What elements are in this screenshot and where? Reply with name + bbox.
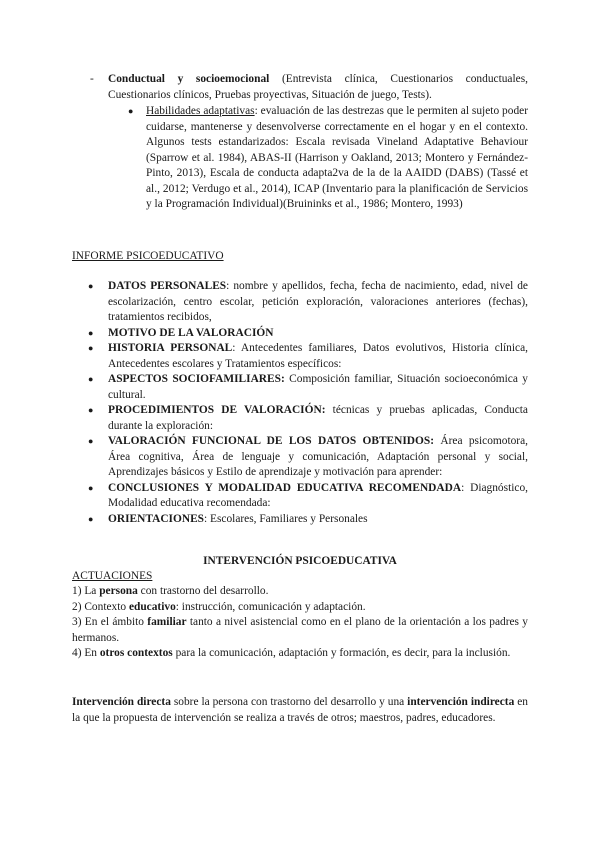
item-text: : Escolares, Familiares y Personales [204,512,368,525]
bullet-icon: ● [88,405,94,415]
item-bold-label: Conductual y socioemocional [108,73,270,85]
item-bold-label: MOTIVO DE LA VALORACIÓN [108,326,274,339]
section-heading-informe [72,249,224,264]
bullet-icon: ● [88,374,94,384]
para-text: sobre la persona con trastorno del desarrollo y una [170,696,408,708]
section-title-intervencion: INTERVENCIÓN PSICOEDUCATIVA [203,555,397,567]
line-bold: persona [99,585,138,597]
item-text: Composición familiar, Situación socioeconómica y cultural. [108,373,528,401]
line-text: para la comunicación, adaptación y formación, es decir, para la inclusión. [172,647,511,659]
list-item [88,481,528,512]
actuacion-line [72,646,528,662]
line-bold: otros contextos [99,647,173,659]
actuaciones-heading [72,569,152,585]
actuacion-line [72,615,528,646]
item-text: : nombre y apellidos, fecha, fecha de nacimiento, edad, nivel de escolarización, centro escolar, petición exploración, valoraciones anteriores (fechas), tratamientos recibidos, [108,280,528,323]
item-text: Área psicomotora, Área cognitiva, Área de lenguaje y comunicación, Adaptación personal y social, Aprendizajes básicos y Estilo de aprendizaje y motivación para aprender: [108,435,528,478]
actuacion-line [72,600,528,616]
line-text: 4) En [72,647,100,659]
list-item [88,341,528,372]
item-text: (Entrevista clínica, Cuestionarios conductuales, Cuestionarios clínicos, Pruebas proyectivas, Situación de juego, Tests). [108,73,528,101]
list-item [88,372,528,403]
para-bold: intervención indirecta [407,696,515,708]
bullet-icon: ● [88,513,94,524]
item-text: : Diagnóstico, Modalidad educativa recomendada: [108,481,528,509]
bullet-icon: ● [88,343,94,353]
intervencion-paragraph [72,695,528,726]
dash-marker: - [90,73,94,85]
line-text: 2) Contexto [72,600,129,613]
list-item [88,403,528,434]
bullet-icon: ● [88,436,94,446]
list-item [88,512,528,528]
bullet-icon: ● [88,482,94,493]
list-item-habilidades [146,104,528,213]
heading-text: INFORME PSICOEDUCATIVO [72,250,224,262]
bullet-icon: ● [88,281,94,291]
line-text: con trastorno del desarrollo. [137,585,269,597]
line-bold: familiar [147,616,187,628]
item-bold-label: ASPECTOS SOCIOFAMILIARES: [108,373,285,385]
line-text: tanto a nivel asistencial como en el plano de la orientación a los padres y hermanos. [72,616,529,644]
item-bold-label: DATOS PERSONALES [108,280,227,292]
item-text: técnicas y pruebas aplicadas, Conducta durante la exploración: [108,404,528,432]
line-text: 1) La [72,585,100,597]
para-bold: Intervención directa [72,696,171,708]
actuacion-line [72,584,528,600]
item-bold-label: ORIENTACIONES [108,512,204,525]
list-item [88,326,528,342]
list-item [88,434,528,481]
item-text: : Antecedentes familiares, Datos evolutivos, Historia clínica, Antecedentes escolares y Tratamientos específicos: [108,342,528,370]
item-text: : evaluación de las destrezas que le permiten al sujeto poder cuidarse, mantenerse y desenvolverse correctamente en el hogar y en el contexto. Algunos tests estandarizados: Escala revisada Vineland Adaptative Behaviour (Sparrow et al. 1984), ABAS-II (Harrison y Oakland, 2013; Montero y Fernández-Pinto, 2013), Escala de conducta adapta2va de la de la AAIDD (DABS) (Tassé et al., 2012; Verdugo et al., 2014), ICAP (Inventario para la planificación de Servicios y la Programación Individual)(Bruininks et al., 1986; Montero, 1993) [146,105,528,210]
bullet-icon: ● [88,327,94,338]
list-item-conductual [108,72,528,103]
line-text: : instrucción, comunicación y adaptación. [175,600,366,613]
informe-list [88,279,528,527]
item-bold-label: CONCLUSIONES Y MODALIDAD EDUCATIVA RECOMENDADA [108,481,462,494]
item-underlined-label: Habilidades adaptativas [146,105,255,117]
item-bold-label: VALORACIÓN FUNCIONAL DE LOS DATOS OBTENIDOS: [108,435,435,447]
list-item [88,279,528,326]
item-bold-label: HISTORIA PERSONAL [108,342,233,354]
bullet-icon: ● [128,106,134,116]
actuaciones-list [72,584,528,662]
line-text: 3) En el ámbito [72,616,148,628]
item-bold-label: PROCEDIMIENTOS DE VALORACIÓN: [108,404,326,416]
heading-text: ACTUACIONES [72,570,153,582]
para-text: en la que la propuesta de intervención se realiza a través de otros; maestros, padres, educadores. [72,696,528,724]
line-bold: educativo [128,600,176,613]
